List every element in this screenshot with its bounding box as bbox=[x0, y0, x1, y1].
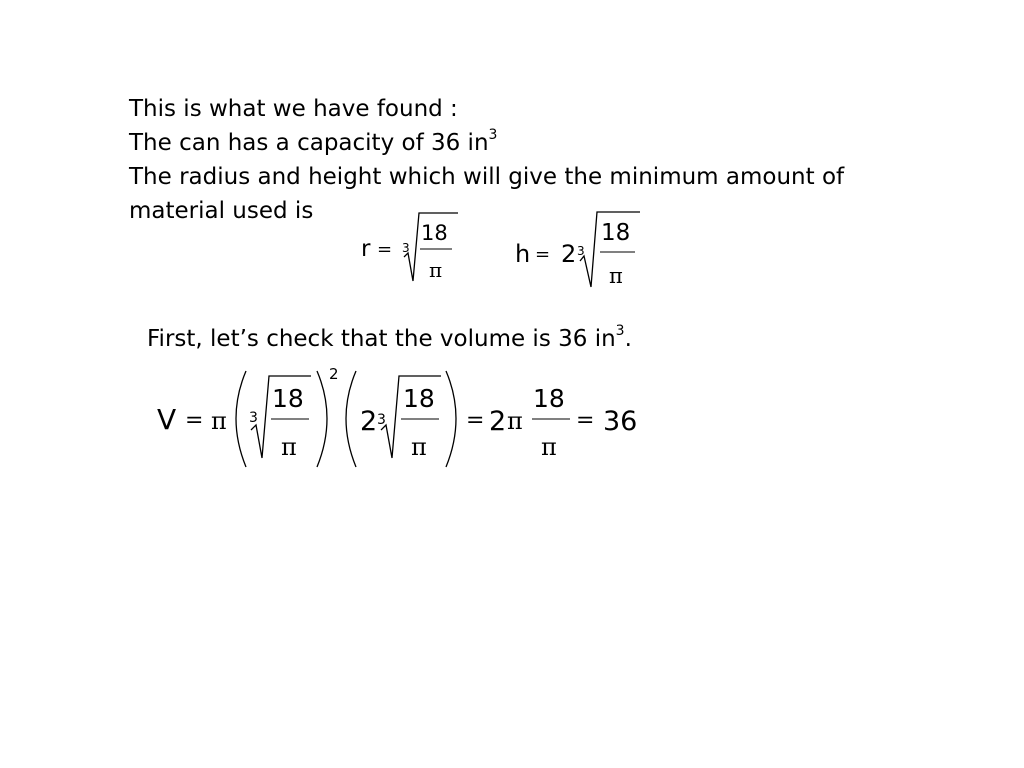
volume-numerator-2: 18 bbox=[403, 384, 435, 413]
volume-numerator-1: 18 bbox=[272, 384, 304, 413]
right-paren-2 bbox=[446, 371, 456, 467]
right-paren-1 bbox=[317, 371, 327, 467]
volume-var: V bbox=[157, 403, 177, 436]
radius-equals: = bbox=[377, 239, 393, 260]
radius-var: r bbox=[361, 236, 371, 262]
radius-denominator: π bbox=[429, 258, 443, 282]
capacity-text: The can has a capacity of 36 in bbox=[129, 130, 489, 156]
height-coefficient: 2 bbox=[561, 240, 577, 268]
volume-root-index-2: 3 bbox=[377, 412, 386, 428]
volume-coefficient-3: 2 bbox=[489, 406, 507, 437]
found-line-4: material used is bbox=[129, 198, 314, 224]
volume-result: 36 bbox=[603, 406, 638, 437]
height-numerator: 18 bbox=[601, 220, 631, 246]
volume-equals-3: = bbox=[576, 408, 595, 433]
volume-coefficient-2: 2 bbox=[360, 406, 378, 437]
volume-equals-1: = bbox=[185, 408, 204, 433]
radius-numerator: 18 bbox=[421, 221, 448, 245]
volume-denominator-1: π bbox=[281, 433, 297, 461]
volume-equals-2: = bbox=[466, 408, 485, 433]
found-line-1: This is what we have found : bbox=[129, 96, 458, 122]
check-text: First, let’s check that the volume is 36 in bbox=[147, 326, 616, 352]
height-equals: = bbox=[535, 244, 551, 265]
height-var: h bbox=[515, 240, 531, 268]
volume-pi-3: π bbox=[507, 407, 523, 435]
volume-denominator-2: π bbox=[411, 433, 427, 461]
check-period: . bbox=[624, 326, 632, 352]
radius-root-index: 3 bbox=[402, 241, 410, 255]
height-root-index: 3 bbox=[577, 244, 585, 258]
volume-root-index-1: 3 bbox=[249, 410, 258, 426]
volume-power: 2 bbox=[329, 365, 339, 383]
volume-pi-1: π bbox=[211, 407, 227, 435]
check-exponent: 3 bbox=[615, 323, 625, 340]
found-line-3: The radius and height which will give the minimum amount of bbox=[129, 164, 845, 190]
left-paren-1 bbox=[236, 371, 246, 467]
capacity-exponent: 3 bbox=[488, 127, 498, 144]
volume-numerator-3: 18 bbox=[533, 384, 565, 413]
volume-denominator-3: π bbox=[541, 433, 557, 461]
height-denominator: π bbox=[609, 264, 623, 288]
left-paren-2 bbox=[346, 371, 356, 467]
